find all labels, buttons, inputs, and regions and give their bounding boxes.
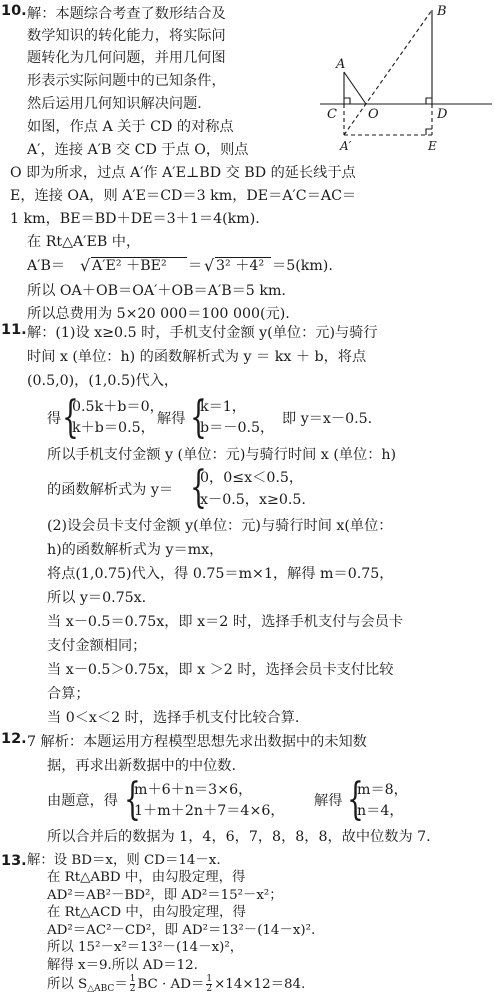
text-line: 所以 OA＋OB＝OA′＋OB＝A′B＝5 km. xyxy=(27,283,286,299)
text-line: 支付金额相同； xyxy=(47,638,147,654)
text-line: O 即为所求，过点 A′作 A′E⊥BD 交 BD 的延长线于点 xyxy=(10,165,356,181)
text-line: 当 0＜x＜2 时，选择手机支付比较合算. xyxy=(47,710,300,726)
text-segment: BC · AD＝ xyxy=(137,977,205,992)
text-line: 然后运用几何知识解决问题. xyxy=(27,96,202,112)
problem-number: 13. xyxy=(1,853,27,869)
label-d: D xyxy=(437,107,448,122)
label-o: O xyxy=(368,107,379,122)
text-line: 7 解析：本题运用方程模型思想先求出数据中的未知数 xyxy=(27,734,367,750)
geometry-figure xyxy=(320,0,495,153)
label-e: E xyxy=(428,139,437,153)
label-b: B xyxy=(437,4,447,19)
text-line: 当 x－0.5＞0.75x，即 x ＞2 时，选择会员卡支付比较 xyxy=(47,662,394,678)
fraction-half xyxy=(206,975,212,994)
text-line: 如图，作点 A 关于 CD 的对称点 xyxy=(27,119,234,135)
text-line: 当 x－0.5＝0.75x，即 x＝2 时，选择手机支付与会员卡 xyxy=(47,614,404,630)
text-line: 时间 x (单位：h) 的函数解析式为 y ＝ kx ＋ b，将点 xyxy=(27,349,367,365)
label-c: C xyxy=(327,107,337,122)
text-segment: ×14×12＝84. xyxy=(214,977,306,992)
text-line: 将点(1,0.75)代入，得 0.75＝m×1，解得 m＝0.75， xyxy=(47,566,394,582)
text-line: 在 Rt△A′EB 中， xyxy=(27,234,141,250)
area-formula xyxy=(47,973,305,993)
text-line: 解：设 BD＝x，则 CD＝14－x. xyxy=(27,853,221,868)
label-a: A xyxy=(336,57,346,72)
text-line: 数学知识的转化能力，将实际问 xyxy=(27,28,226,44)
text-line: 所以 y＝0.75x. xyxy=(47,590,147,606)
text-segment: 所以 S xyxy=(47,977,88,992)
problem-number: 12. xyxy=(1,731,27,747)
text-line: 题转化为几何问题，并用几何图 xyxy=(27,50,226,66)
text-line: 1 km，BE＝BD＋DE＝3＋1＝4(km). xyxy=(10,211,260,227)
right-angle-d xyxy=(426,98,432,104)
text-line: 所以合并后的数据为 1，4，6，7，8，8，8，故中位数为 7. xyxy=(47,829,431,845)
text-line: AD²＝AC²－CD²，即 AD²＝13²－(14－x)². xyxy=(47,922,316,938)
text-line: 形表示实际问题中的已知条件， xyxy=(27,73,226,89)
text-line: h)的函数解析式为 y＝mx， xyxy=(47,542,224,558)
subscript: △ABC xyxy=(87,984,115,994)
text-line: 所以 15²－x²＝13²－(14－x)²， xyxy=(47,940,244,956)
fraction-denominator: 2 xyxy=(206,984,213,994)
text-line: 所以手机支付金额 y (单位：元)与骑行时间 x (单位：h) xyxy=(47,447,397,463)
text-line: 据，再求出新数据中的中位数. xyxy=(47,758,236,774)
text-line: (2)设会员卡支付金额 y(单位：元)与骑行时间 x(单位： xyxy=(47,518,393,534)
text-line: E，连接 OA，则 A′E＝CD＝3 km，DE＝A′C＝AC＝ xyxy=(10,188,357,204)
fraction-half xyxy=(130,975,136,994)
text-line: A′，连接 A′B 交 CD 于点 O，则点 xyxy=(27,142,249,158)
text-line: 解：(1)设 x≥0.5 时，手机支付金额 y(单位：元)与骑行 xyxy=(27,325,378,341)
problem-number: 11. xyxy=(1,322,27,338)
text-line: 在 Rt△ABD 中，由勾股定理，得 xyxy=(47,870,246,886)
segment-ao xyxy=(344,72,366,104)
fraction-numerator: 1 xyxy=(129,974,136,984)
text-line: 所以总费用为 5×20 000＝100 000(元). xyxy=(27,306,290,322)
right-angle-c xyxy=(344,98,350,104)
text-line: 合算； xyxy=(47,686,90,702)
text-line: AD²＝AB²－BD²，即 AD²＝15²－x²； xyxy=(47,887,283,903)
right-angle-e xyxy=(426,129,432,135)
text-line: 解得 x＝9.所以 AD＝12. xyxy=(47,957,198,973)
fraction-numerator: 1 xyxy=(206,974,213,984)
label-a-prime: A′ xyxy=(340,139,352,153)
answer-page: 10. 解：本题综合考查了数形结合及 数学知识的转化能力，将实际问 题转化为几何问题，并用几何图 形表示实际问题中的已知条件， 然后运用几何知识解决问题. 如图，作点 A 关于 CD 的对称点 A′，连接 A′B 交 CD 于点 O，则点 O 即为所求，过点 A′作 A′E⊥BD 交 BD 的延长线于点 E，连接 OA，则 A′E＝CD＝3 km，DE＝A′C＝AC＝ 1 km，BE＝BD＋DE＝3＋1＝4(km). 在 Rt△A′EB 中， A′B＝ √ A′E² ＋BE² ＝ √ 3² ＋4² ＝5(km). 所以 OA＋OB＝OA′＋OB＝A′B＝5 km. 所以总费用为 5×20 000＝100 000(元). B A C O D A′ E 11. 解：(1)设 x≥0.5 时，手机支付金额 y(单位：元)与骑行 时间 x (单位：h) 的函数解析式为 y ＝ kx ＋ b，将点 (0.5,0)，(1,0.5)代入， 得 { 0.5k＋b＝0， k＋b＝0.5， 解得 { k＝1， b＝－0.5， 即 y＝x－0.5. 所以手机支付金额 y (单位：元)与骑行时间 x (单位：h) 的函数解析式为 y＝ { 0，0≤x＜0.5， x－0.5，x≥0.5. (2)设会员卡支付金额 y(单位：元)与骑行时间 x(单位： h)的函数解析式为 y＝mx， 将点(1,0.75)代入，得 0.75＝m×1，解得 m＝0.75， 所以 y＝0.75x. 当 x－0.5＝0.75x，即 x＝2 时，选择手机支付与会员卡 支付金额相同； 当 x－0.5＞0.75x，即 x ＞2 时，选择会员卡支付比较 合算； 当 0＜x＜2 时，选择手机支付比较合算. 12. 7 解析：本题运用方程模型思想先求出数据中的未知数 据，再求出新数据中的中位数. 由题意，得 { m＋6＋n＝3×6， 1＋m＋2n＋7＝4×6， 解得 { m＝8， n＝4， 所以合并后的数据为 1，4，6，7，8，8，8，故中位数为 7. 13. 解：设 BD＝x，则 CD＝14－x. 在 Rt△ABD 中，由勾股定理，得 AD²＝AB²－BD²，即 AD²＝15²－x²； 在 Rt△ACD 中，由勾股定理，得 AD²＝AC²－CD²，即 AD²＝13²－(14－x)². 所以 15²－x²＝13²－(14－x)²， 解得 x＝9.所以 AD＝12. 所以 $S_{\triangle ABC}=$ $\frac{1}{2}$ BC · AD＝ $\frac{1}{2}$ ×14×12＝84. xyxy=(0,0,495,997)
text-line: 解：本题综合考查了数形结合及 xyxy=(27,6,226,22)
problem-number: 10. xyxy=(1,3,27,19)
text-line: (0.5,0)，(1,0.5)代入， xyxy=(27,373,179,389)
text-line: 在 Rt△ACD 中，由勾股定理，得 xyxy=(47,905,246,921)
segment-a-prime-b xyxy=(344,10,432,135)
fraction-denominator: 2 xyxy=(129,984,136,994)
text-segment: ＝ xyxy=(114,977,128,992)
